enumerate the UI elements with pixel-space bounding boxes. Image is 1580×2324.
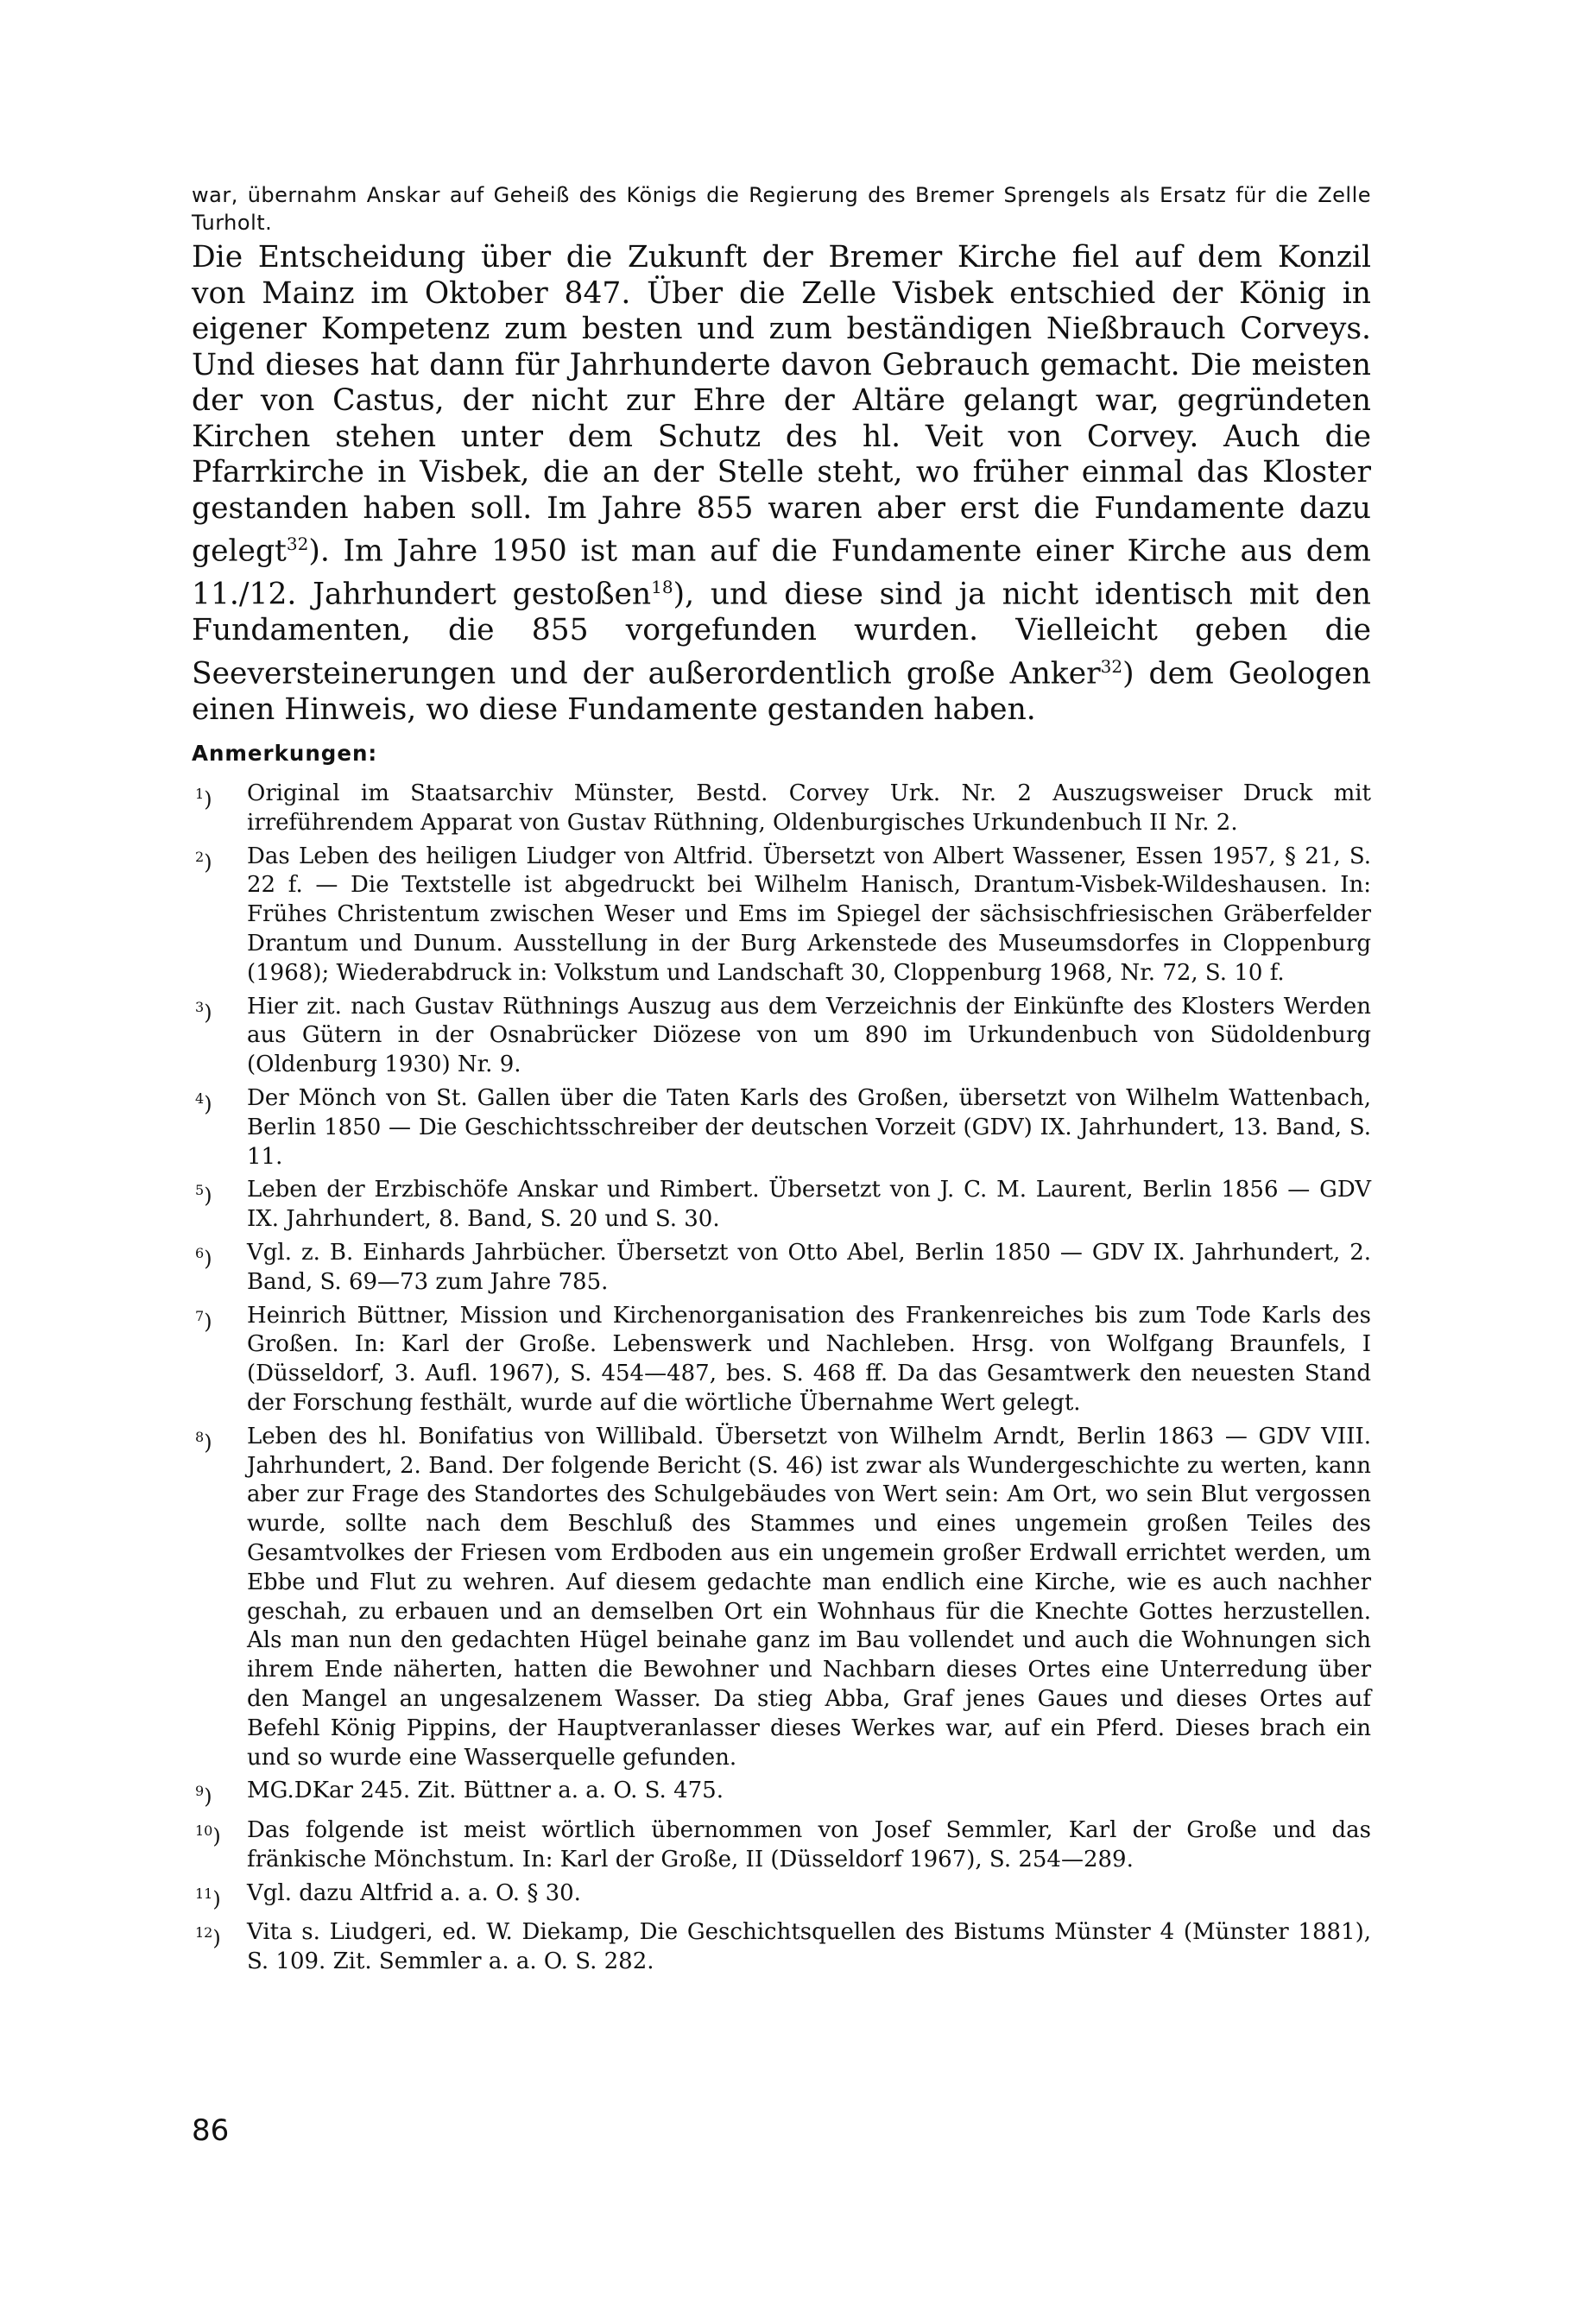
notes-heading: Anmerkungen: — [192, 741, 378, 766]
footnote-number: $^4$) — [195, 1089, 212, 1116]
main-text-1: Die Entscheidung über die Zukunft der Bremer Kirche fiel auf dem Konzil von Mainz im Oktober 847. Über die Zelle Visbek entschied der König in eigener Kompetenz zum besten und zum beständigen Nießbrauch Corveys. Und dieses hat dann für Jahrhunderte davon Gebrauch gemacht. Die meisten der von Castus, der nicht zur Ehre der Altäre gelangt war, gegründeten Kirchen stehen unter dem Schutz des hl. Veit von Corvey. Auch die Pfarrkirche in Visbek, die an der Stelle steht, wo früher einmal das Kloster gestanden haben soll. Im Jahre 855 waren aber erst die Fundamente dazu gelegt — [192, 240, 1371, 569]
footnote — [192, 1918, 1371, 1977]
footnote — [192, 780, 1371, 838]
footnote — [192, 1239, 1371, 1298]
footnote-text: MG.DKar 245. Zit. Büttner a. a. O. S. 475. — [247, 1778, 724, 1804]
footnote — [192, 1879, 1371, 1915]
footnote-number: $^9$) — [195, 1783, 212, 1809]
page-body — [192, 181, 1371, 1981]
footnote-number: $^1$) — [195, 786, 212, 812]
main-text-2: ). Im Jahre 1950 ist man auf die Fundamente einer Kirche aus dem 11./12. Jahrhundert gestoßen — [192, 534, 1371, 612]
footnotes-list — [192, 780, 1371, 1977]
footnote-number: $^{10}$) — [195, 1822, 221, 1849]
footnote-number: $^7$) — [195, 1307, 212, 1334]
footnote-number: $^5$) — [195, 1182, 212, 1209]
main-text-3: ), und diese sind ja nicht identisch mit den Fundamenten, die 855 vorgefunden wurden. Vielleicht geben die Seeversteinerungen und der außerordentlich große Anker — [192, 577, 1371, 691]
footnote-text: Das Leben des heiligen Liudger von Altfrid. Übersetzt von Albert Wassener, Essen 1957, § 21, S. 22 f. — Die Textstelle ist abgedruckt bei Wilhelm Hanisch, Drantum-Visbek-Wildeshausen. In: Frühes Christentum zwischen Weser und Ems im Spiegel der sächsischfriesischen Gräberfelder Drantum und Dunum. Ausstellung in der Burg Arkenstede des Museumsdorfes in Cloppenburg (1968); Wiederabdruck in: Volkstum und Landschaft 30, Cloppenburg 1968, Nr. 72, S. 10 f. — [247, 843, 1371, 986]
footnote-text: Leben des hl. Bonifatius von Willibald. Übersetzt von Wilhelm Arndt, Berlin 1863 — GDV VIII. Jahrhundert, 2. Band. Der folgende Bericht (S. 46) ist zwar als Wundergeschichte zu werten, kann aber zur Frage des Standortes des Schulgebäudes von Wert sein: Am Ort, wo sein Blut vergossen wurde, sollte nach dem Beschluß des Stammes und eines ungemein großen Teiles des Gesamtvolkes der Friesen vom Erdboden aus ein ungemein großer Erdwall errichtet werden, um Ebbe und Flut zu wehren. Auf diesem gedachte man endlich eine Kirche, wie es auch nachher geschah, zu erbauen und an demselben Ort ein Wohnhaus für die Knechte Gottes herzustellen. Als man nun den gedachten Hügel beinahe ganz im Bau vollendet und auch die Wohnungen sich ihrem Ende näherten, hatten die Bewohner und Nachbarn dieses Ortes eine Unterredung über den Mangel an ungesalzenem Wasser. Da stieg Abba, Graf jenes Gaues und dieses Ortes auf Befehl König Pippins, der Hauptveranlasser dieses Werkes war, auf ein Pferd. Dieses brach ein und so wurde eine Wasserquelle gefunden. — [247, 1423, 1371, 1771]
footnote-ref: 32 — [286, 534, 309, 554]
footnote — [192, 1777, 1371, 1812]
footnote — [192, 1816, 1371, 1875]
footnote — [192, 1084, 1371, 1171]
page-number: 86 — [192, 2113, 230, 2148]
footnote — [192, 843, 1371, 988]
footnote-text: Das folgende ist meist wörtlich übernommen von Josef Semmler, Karl der Große und das fränkische Mönchstum. In: Karl der Große, II (Düsseldorf 1967), S. 254—289. — [247, 1817, 1371, 1872]
footnote-number: $^{11}$) — [195, 1885, 221, 1911]
footnote-number: $^8$) — [195, 1428, 212, 1455]
footnote — [192, 1423, 1371, 1773]
footnote-text: Hier zit. nach Gustav Rüthnings Auszug aus dem Verzeichnis der Einkünfte des Klosters Werden aus Gütern in der Osnabrücker Diözese von um 890 im Urkundenbuch von Südoldenburg (Oldenburg 1930) Nr. 9. — [247, 993, 1371, 1078]
footnote-number: $^6$) — [195, 1244, 212, 1271]
footnote-ref: 32 — [1100, 655, 1123, 677]
footnote-text: Der Mönch von St. Gallen über die Taten Karls des Großen, übersetzt von Wilhelm Wattenbach, Berlin 1850 — Die Geschichtsschreiber der deutschen Vorzeit (GDV) IX. Jahrhundert, 13. Band, S. 11. — [247, 1084, 1371, 1170]
footnote-text: Original im Staatsarchiv Münster, Bestd. Corvey Urk. Nr. 2 Auszugsweiser Druck mit irreführendem Apparat von Gustav Rüthning, Oldenburgisches Urkundenbuch II Nr. 2. — [247, 780, 1371, 836]
footnote-number: $^3$) — [195, 998, 212, 1025]
footnote-number: $^{12}$) — [195, 1924, 221, 1951]
footnote-text: Leben der Erzbischöfe Anskar und Rimbert. Übersetzt von J. C. M. Laurent, Berlin 1856 — GDV IX. Jahrhundert, 8. Band, S. 20 und S. 30. — [247, 1177, 1371, 1233]
footnote — [192, 993, 1371, 1080]
footnote — [192, 1176, 1371, 1235]
footnote-text: Vita s. Liudgeri, ed. W. Diekamp, Die Geschichtsquellen des Bistums Münster 4 (Münster 1881), S. 109. Zit. Semmler a. a. O. S. 282. — [247, 1919, 1371, 1975]
footnote-number: $^2$) — [195, 848, 212, 875]
footnote — [192, 1302, 1371, 1418]
footnote-text: Vgl. dazu Altfrid a. a. O. § 30. — [247, 1879, 581, 1906]
continuation-paragraph: war, übernahm Anskar auf Geheiß des Königs die Regierung des Bremer Sprengels als Ersatz für die Zelle Turholt. — [192, 183, 1371, 235]
footnote-ref: 18 — [651, 577, 673, 597]
main-text-4: ) dem Geologen einen Hinweis, wo diese Fundamente gestanden haben. — [192, 656, 1371, 727]
footnote-text: Heinrich Büttner, Mission und Kirchenorganisation des Frankenreiches bis zum Tode Karls des Großen. In: Karl der Große. Lebenswerk und Nachleben. Hrsg. von Wolfgang Braunfels, I (Düsseldorf, 3. Aufl. 1967), S. 454—487, bes. S. 468 ff. Da das Gesamtwerk den neuesten Stand der Forschung festhält, wurde auf die wörtliche Übernahme Wert gelegt. — [247, 1302, 1371, 1416]
footnote-text: Vgl. z. B. Einhards Jahrbücher. Übersetzt von Otto Abel, Berlin 1850 — GDV IX. Jahrhundert, 2. Band, S. 69—73 zum Jahre 785. — [247, 1239, 1371, 1295]
main-paragraph — [192, 240, 1371, 728]
